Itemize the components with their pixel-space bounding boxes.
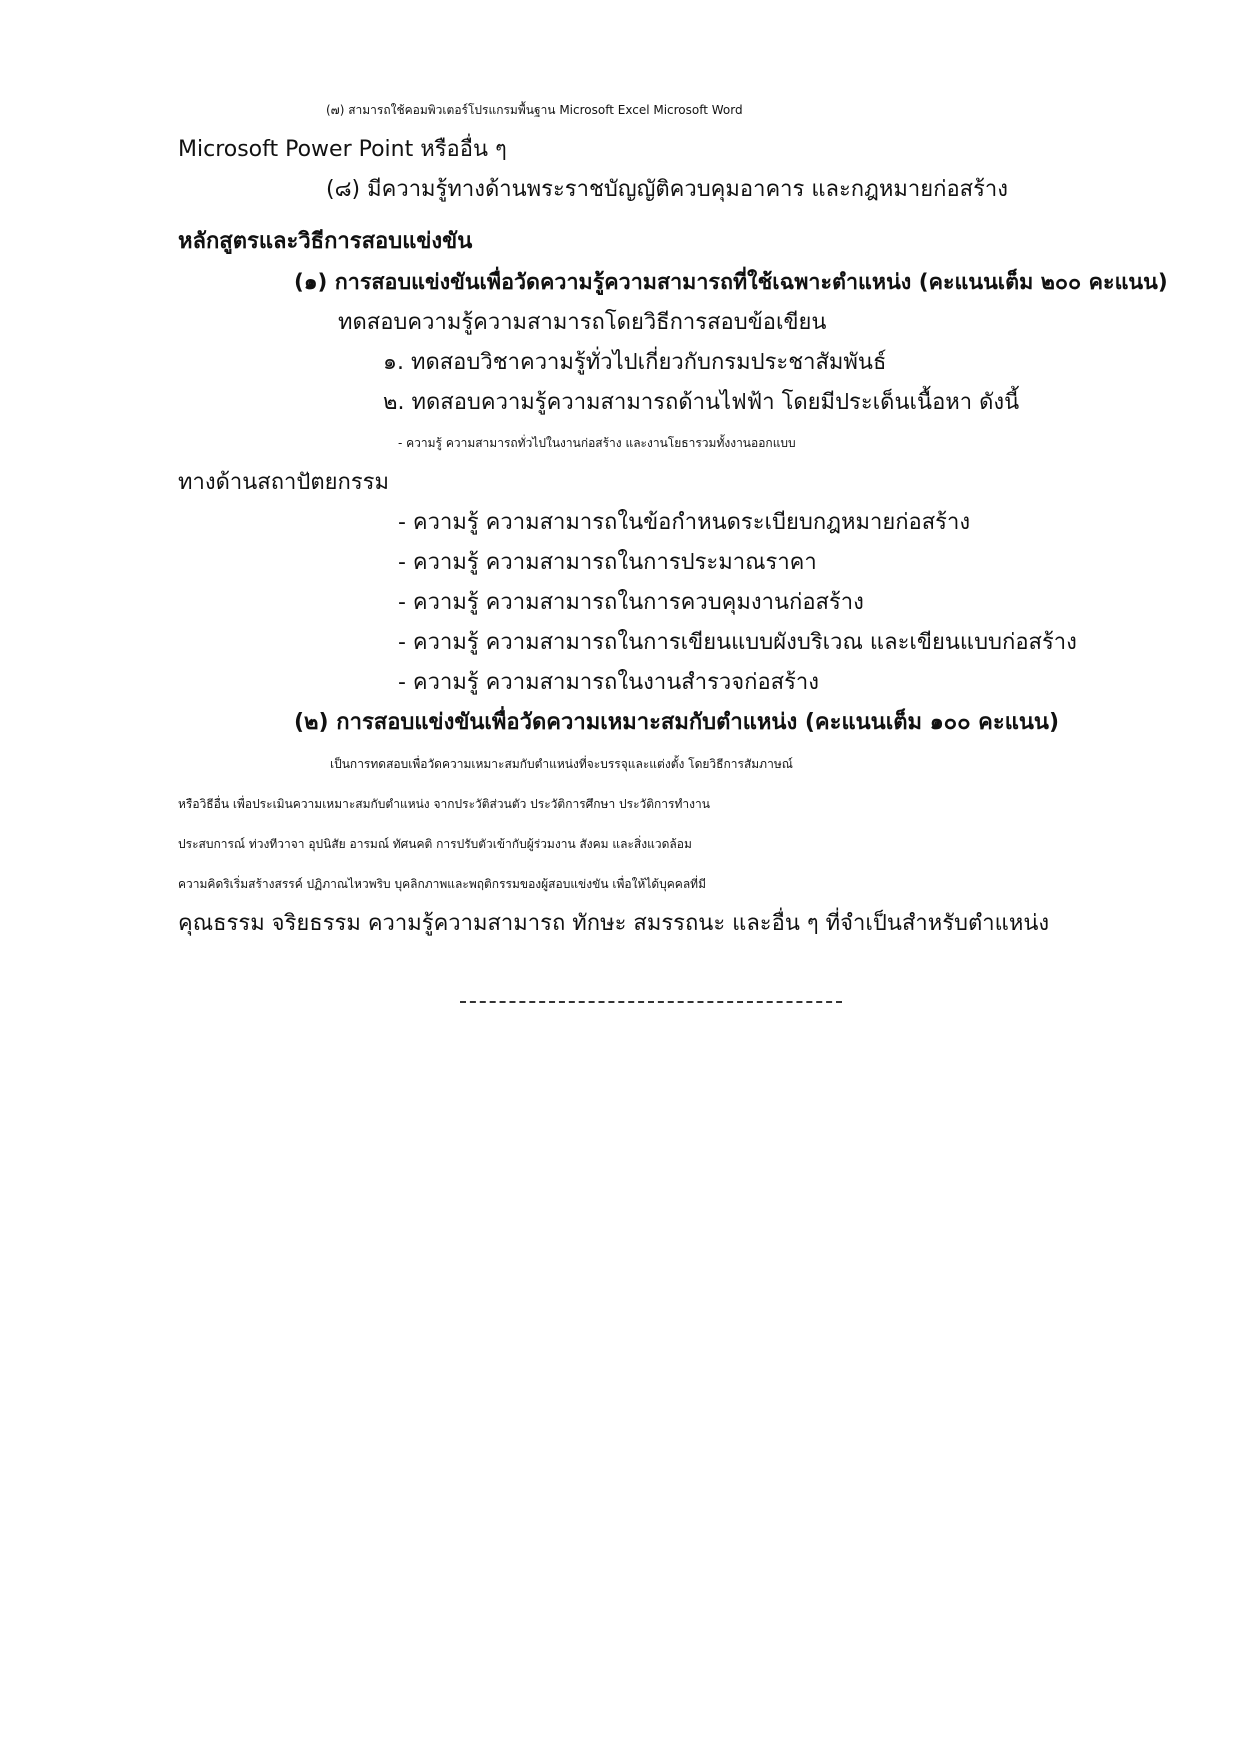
part2-paragraph-line3: ประสบการณ์ ท่วงทีวาจา อุปนิสัย อารมณ์ ทัศนคติ การปรับตัวเข้ากับผู้ร่วมงาน สังคม และสิ่งแวดล้อม	[178, 837, 692, 851]
part2-paragraph-line5: คุณธรรม จริยธรรม ความรู้ความสามารถ ทักษะ สมรรถนะ และอื่น ๆ ที่จำเป็นสำหรับตำแหน่ง	[178, 911, 1050, 936]
curriculum-heading: หลักสูตรและวิธีการสอบแข่งขัน	[178, 229, 473, 254]
part1-bullet5: - ความรู้ ความสามารถในการเขียนแบบผังบริเวณ และเขียนแบบก่อสร้าง	[398, 630, 1077, 655]
part1-bullet6: - ความรู้ ความสามารถในงานสำรวจก่อสร้าง	[398, 670, 819, 695]
part2-paragraph-line2: หรือวิธีอื่น เพื่อประเมินความเหมาะสมกับตำแหน่ง จากประวัติส่วนตัว ประวัติการศึกษา ประวัติการทำงาน	[178, 797, 710, 811]
part1-sub1: ๑. ทดสอบวิชาความรู้ทั่วไปเกี่ยวกับกรมประชาสัมพันธ์	[383, 350, 887, 375]
part1-bullet1-line2: ทางด้านสถาปัตยกรรม	[178, 470, 389, 495]
part2-paragraph-line4: ความคิดริเริ่มสร้างสรรค์ ปฏิภาณไหวพริบ บุคลิกภาพและพฤติกรรมของผู้สอบแข่งขัน เพื่อให้ได้บุคคลที่มี	[178, 877, 707, 891]
part1-bullet1-line1: - ความรู้ ความสามารถทั่วไปในงานก่อสร้าง และงานโยธารวมทั้งงานออกแบบ	[398, 436, 796, 450]
qualification-item-7-line1: (๗) สามารถใช้คอมพิวเตอร์โปรแกรมพื้นฐาน Microsoft Excel Microsoft Word	[326, 103, 743, 117]
part2-paragraph-line1: เป็นการทดสอบเพื่อวัดความเหมาะสมกับตำแหน่งที่จะบรรจุและแต่งตั้ง โดยวิธีการสัมภาษณ์	[330, 757, 793, 771]
qualification-item-8: (๘) มีความรู้ทางด้านพระราชบัญญัติควบคุมอาคาร และกฎหมายก่อสร้าง	[326, 177, 1009, 202]
part1-method: ทดสอบความรู้ความสามารถโดยวิธีการสอบข้อเขียน	[338, 310, 827, 335]
part1-bullet2: - ความรู้ ความสามารถในข้อกำหนดระเบียบกฎหมายก่อสร้าง	[398, 510, 971, 535]
part2-title: (๒) การสอบแข่งขันเพื่อวัดความเหมาะสมกับตำแหน่ง (คะแนนเต็ม ๑๐๐ คะแนน)	[294, 710, 1060, 735]
end-divider	[460, 1001, 842, 1003]
part1-title: (๑) การสอบแข่งขันเพื่อวัดความรู้ความสามารถที่ใช้เฉพาะตำแหน่ง (คะแนนเต็ม ๒๐๐ คะแนน)	[294, 270, 1168, 295]
part1-bullet3: - ความรู้ ความสามารถในการประมาณราคา	[398, 550, 817, 575]
part1-bullet4: - ความรู้ ความสามารถในการควบคุมงานก่อสร้าง	[398, 590, 864, 615]
part1-sub2: ๒. ทดสอบความรู้ความสามารถด้านไฟฟ้า โดยมีประเด็นเนื้อหา ดังนี้	[383, 390, 1020, 415]
qualification-item-7-line2: Microsoft Power Point หรืออื่น ๆ	[178, 137, 507, 162]
